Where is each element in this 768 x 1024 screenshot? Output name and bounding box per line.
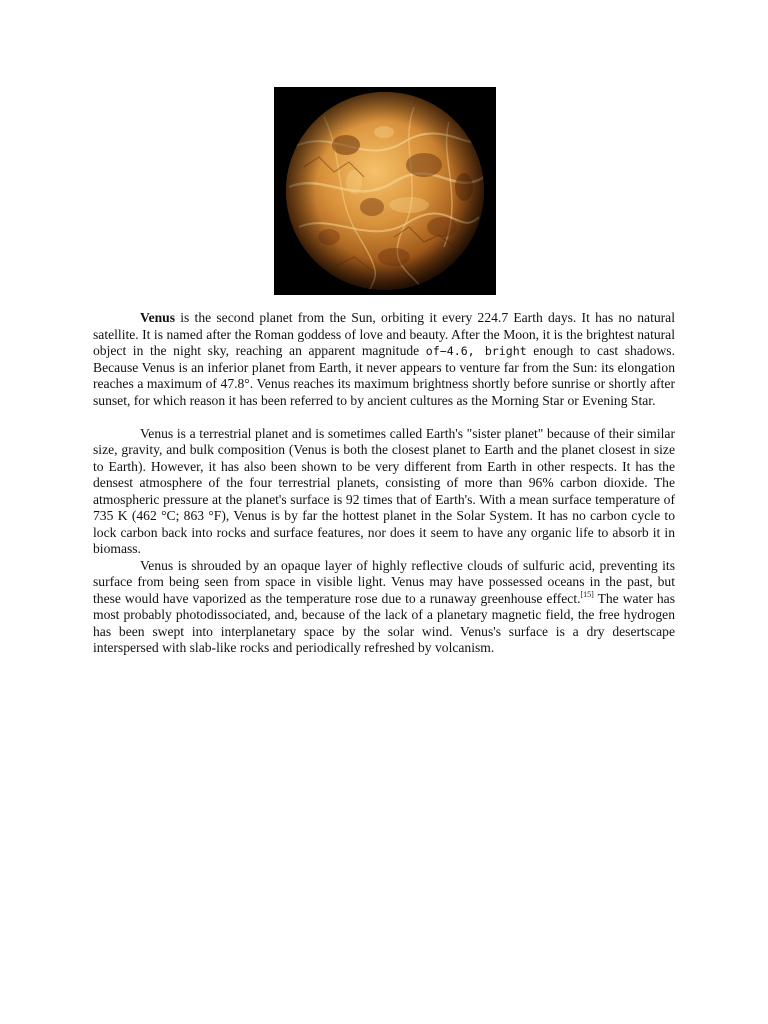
paragraph-terrestrial: Venus is a terrestrial planet and is sometimes called Earth's "sister planet" because of their similar size, gravity, and bulk composition (Venus is both the closest planet to Earth and the planet closest in size to Earth). However, it has also been shown to be very different from Earth in other respects. It has the densest atmosphere of the four terrestrial planets, consisting of more than 96% carbon dioxide. The atmospheric pressure at the planet's surface is 92 times that of Earth's. With a mean surface temperature of 735 K (462 °C; 863 °F), Venus is by far the hottest planet in the Solar System. It has no carbon cycle to lock carbon back into rocks and surface features, nor does it seem to have any organic life to absorb it in biomass. (93, 425, 675, 556)
paragraph-clouds-part-1: Venus is shrouded by an opaque layer of highly reflective clouds of sulfuric acid, preventing its surface from being seen from space in visible light. Venus may have possessed oceans in the past, but these would have vaporized as the temperature rose due to a runaway greenhouse effect. (93, 557, 675, 606)
paragraph-intro (93, 310, 675, 409)
paragraph-lead-term: Venus (140, 310, 176, 325)
citation-link[interactable]: [15] (580, 589, 594, 599)
venus-image (274, 87, 496, 295)
venus-planet-graphic (274, 87, 496, 295)
paragraph-clouds (93, 558, 675, 657)
paragraph-clouds-part-2: The water has most probably photodissociated, and, because of the lack of a planetary magnetic field, the free hydrogen has been swept into interplanetary space by the solar wind. Venus's surface is a dry desertscape interspersed with slab-like rocks and periodically refreshed by volcanism. (93, 590, 675, 655)
body-text (93, 310, 675, 657)
paragraph-intro-part-1: is the second planet from the Sun, orbiting it every 224.7 Earth days. It has no natural satellite. It is named after the Roman goddess of love and beauty. After the Moon, it is the brightest natural object in the night sky, reaching an apparent magnitude (93, 310, 675, 358)
paragraph-intro-part-2: enough to cast shadows. Because Venus is an inferior planet from Earth, it never appears to venture far from the Sun: its elongation reaches a maximum of 47.8°. Venus reaches its maximum brightness shortly before sunrise or shortly after sunset, for which reason it has been referred to by ancient cultures as the Morning Star or Evening Star. (93, 343, 675, 408)
paragraph-intro-magnitude: of−4.6, bright (425, 344, 527, 358)
